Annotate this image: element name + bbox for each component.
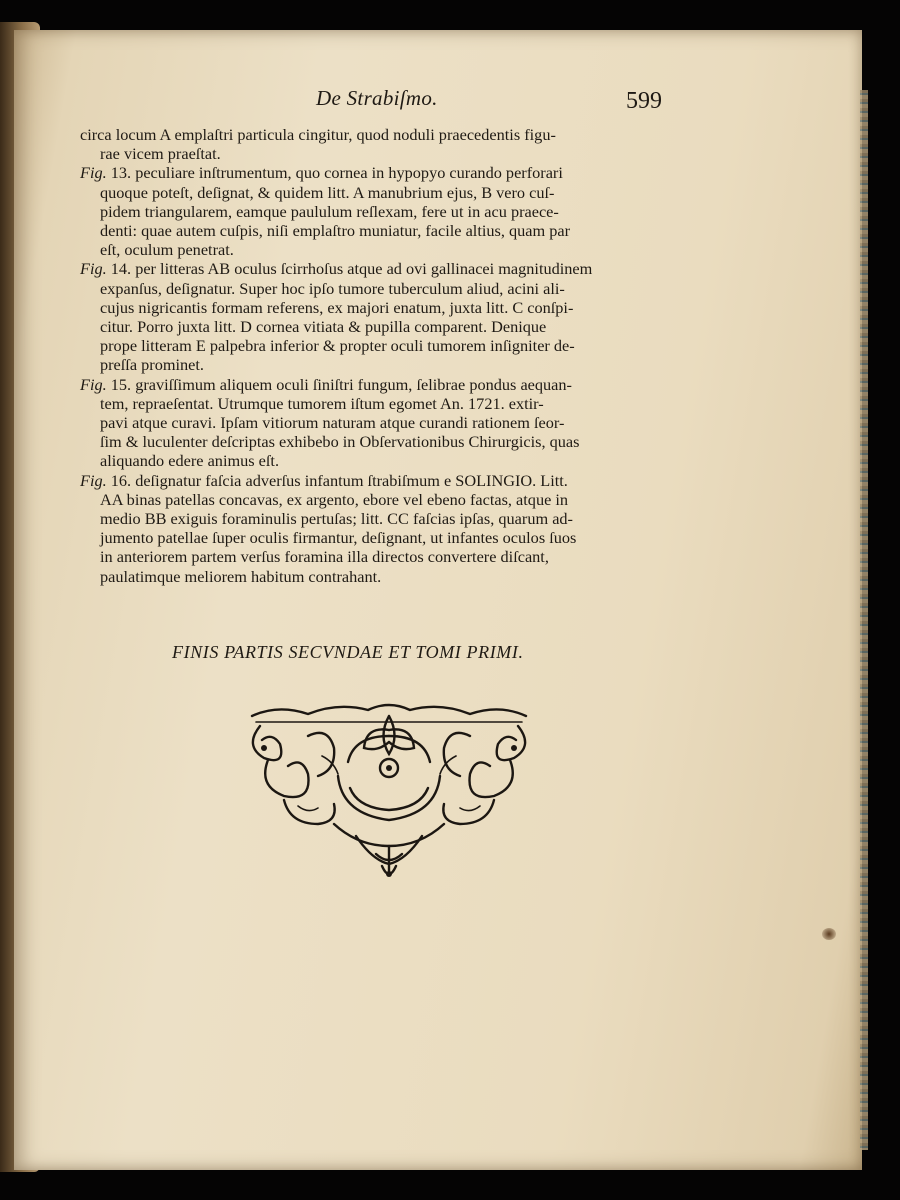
figure-entry — [80, 259, 672, 374]
text-line: preſſa prominet. — [100, 355, 204, 375]
text-line: rae vicem praeſtat. — [100, 144, 221, 164]
figure-entry — [80, 471, 672, 586]
text-line: aliquando edere animus eſt. — [100, 451, 280, 471]
running-head: De Strabiſmo. — [316, 86, 438, 110]
text-line: jumento patellae ſuper oculis firmantur, deſignant, ut infantes oculos ſuos — [100, 528, 577, 548]
text-line: citur. Porro juxta litt. D cornea vitiata & pupilla comparent. Denique — [100, 317, 547, 337]
text-line: eſt, oculum penetrat. — [100, 240, 234, 260]
text-line: cujus nigricantis formam referens, ex majori enatum, juxta litt. C conſpi- — [100, 297, 574, 317]
text-line: 13. peculiare inſtrumentum, quo cornea in hypopyo curando perforari — [110, 163, 563, 183]
figure-entry — [80, 163, 672, 259]
page-number: 599 — [626, 88, 662, 114]
figure-label: Fig. — [80, 259, 107, 279]
text-line: denti: quae autem cuſpis, niſi emplaſtro muniatur, facile altius, quam par — [100, 221, 571, 241]
tailpiece-ornament — [238, 696, 540, 882]
text-line: prope litteram E palpebra inferior & propter oculi tumorem inſigniter de- — [100, 336, 575, 356]
text-line: ſim & luculenter deſcriptas exhibebo in Obſervationibus Chirurgicis, quas — [100, 432, 580, 452]
text-line: AA binas patellas concavas, ex argento, ebore vel ebeno factas, atque in — [100, 489, 569, 509]
text-line: pidem triangularem, eamque paululum reſlexam, fere ut in acu praece- — [100, 201, 559, 221]
finis-line: FINIS PARTIS SECVNDAE ET TOMI PRIMI. — [172, 642, 524, 662]
body-text — [80, 125, 672, 586]
figure-label: Fig. — [80, 374, 107, 394]
text-line: quoque poteſt, deſignat, & quidem litt. A manubrium ejus, B vero cuſ- — [100, 182, 555, 202]
text-line: 16. deſignatur faſcia adverſus infantum ſtrabiſmum e SOLINGIO. Litt. — [110, 470, 568, 490]
text-line: 14. per litteras AB oculus ſcirrhoſus atque ad ovi gallinacei magnitudinem — [110, 259, 593, 279]
figure-entry — [80, 375, 672, 471]
text-line: tem, repraeſentat. Utrumque tumorem iſtum egomet An. 1721. extir- — [100, 393, 544, 413]
text-line: medio BB exiguis foraminulis pertuſas; litt. CC faſcias ipſas, quarum ad- — [100, 509, 573, 529]
figure-entry — [80, 125, 672, 163]
page-fore-edge — [860, 90, 868, 1150]
text-line: pavi atque curavi. Ipſam vitiorum naturam atque curandi rationem ſeor- — [100, 413, 565, 433]
text-line: paulatimque meliorem habitum contrahant. — [100, 566, 382, 586]
text-line: circa locum A emplaſtri particula cingitur, quod noduli praecedentis figu- — [80, 125, 556, 144]
text-line: 15. graviſſimum aliquem oculi ſiniſtri fungum, ſelibrae pondus aequan- — [110, 374, 572, 394]
figure-label: Fig. — [80, 470, 107, 490]
text-line: expanſus, deſignatur. Super hoc ipſo tumore tuberculum aliud, acini ali- — [100, 278, 565, 298]
foxing-spot — [822, 928, 836, 940]
text-line: in anteriorem partem verſus foramina illa directos convertere diſcant, — [100, 547, 549, 567]
book-page — [14, 30, 862, 1170]
figure-label: Fig. — [80, 163, 107, 183]
